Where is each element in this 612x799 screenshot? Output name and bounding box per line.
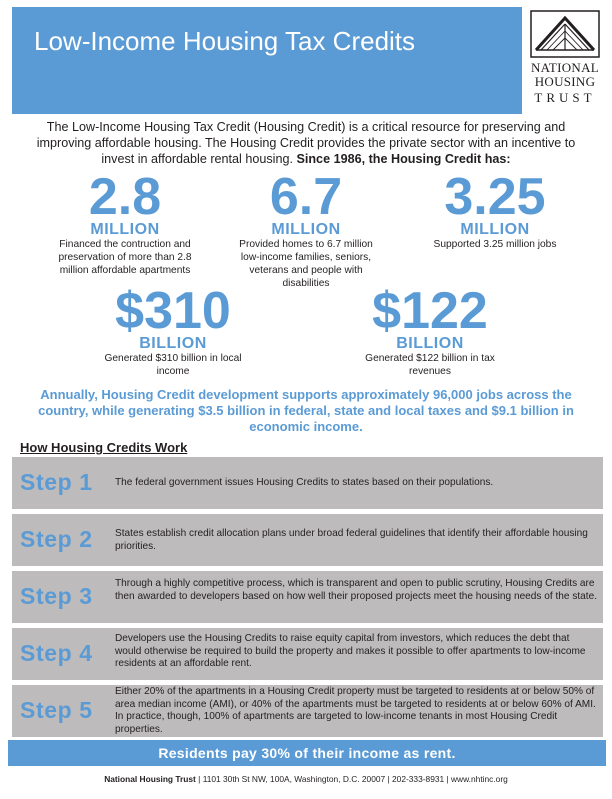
banner-text: Residents pay 30% of their income as rent. [158,745,456,761]
stat-unit: MILLION [90,221,160,238]
logo-text-trust: TRUST [534,90,596,105]
step-5-row [12,685,603,737]
stat-description: Supported 3.25 million jobs [433,239,557,250]
logo-text-national: NATIONAL [530,60,600,75]
step-3-row [12,571,603,623]
step-text: Developers use the Housing Credits to raise equity capital from investors, which reduces the debt that would otherwise be required to build the property and makes it possible to offer apartments to low-income residents at an affordable rent. [115,633,586,669]
intro-paragraph [20,119,592,167]
stat-number: $122 [372,282,488,340]
step-label: Step 4 [20,640,93,666]
footer [0,774,612,784]
section-title: How Housing Credits Work [20,440,188,455]
stat-local-income [98,282,248,378]
step-text: Through a highly competitive process, which is transparent and open to public scrutiny, Housing Credits are then awarded to developers based on how well their proposed projects meet the housing needs of the state. [115,578,598,602]
intro-emphasis: Since 1986, the Housing Credit has: [296,152,511,166]
step-4-row [12,628,603,680]
stat-number: 2.8 [88,168,162,226]
stat-number: 6.7 [269,168,343,226]
rent-banner [8,740,606,766]
footer-details: | 1101 30th St NW, 100A, Washington, D.C. 20007 | 202-333-8931 | www.nhtinc.org [195,774,508,784]
stat-unit: MILLION [271,221,341,238]
national-housing-trust-logo [524,8,606,108]
step-label: Step 3 [20,583,93,609]
step-2-row [12,514,603,566]
header-bar [12,7,522,114]
step-text: The federal government issues Housing Credits to states based on their populations. [115,477,494,488]
stat-unit: MILLION [460,221,530,238]
stat-number: $310 [115,282,231,340]
stat-description: Financed the contruction and preservation of more than 2.8 million affordable apartments [58,239,192,276]
stat-apartments [50,168,200,277]
step-label: Step 2 [20,526,93,552]
house-roof-icon [530,10,600,58]
step-label: Step 5 [20,697,93,723]
page-title: Low-Income Housing Tax Credits [34,26,416,56]
step-text: Either 20% of the apartments in a Housing Credit property must be targeted to residents at or below 50% of area median income (AMI), or 40% of the apartments must be targeted to residents at or below 60% of AMI. In practice, though, 100% of apartments are targeted to low-income tenants in most Housing Credit properties. [115,686,596,735]
stat-unit: BILLION [139,335,207,352]
stat-description: Provided homes to 6.7 million low-income families, seniors, veterans and people with disabilities [239,239,373,289]
stat-number: 3.25 [444,168,546,226]
intro-text: The Low-Income Housing Tax Credit (Housing Credit) is a critical resource for preserving and improving affordable housing. The Housing Credit provides the private sector with an incentive to invest in affordable rental housing. [36,120,576,166]
stat-description: Generated $310 billion in local income [104,353,242,377]
step-label: Step 1 [20,469,93,495]
step-1-row [12,457,603,509]
stat-jobs [420,168,570,251]
stat-description: Generated $122 billion in tax revenues [365,353,495,377]
stat-unit: BILLION [396,335,464,352]
logo-text-housing: HOUSING [534,74,596,89]
stat-homes [234,168,378,290]
stat-tax-revenues [355,282,505,378]
annual-summary: Annually, Housing Credit development supports approximately 96,000 jobs across the country, while generating $3.5 billion in federal, state and local taxes and $9.1 billion in economic income. [38,387,574,434]
footer-org: National Housing Trust [104,774,196,784]
step-text: States establish credit allocation plans under broad federal guidelines that identify their affordable housing priorities. [115,528,588,552]
